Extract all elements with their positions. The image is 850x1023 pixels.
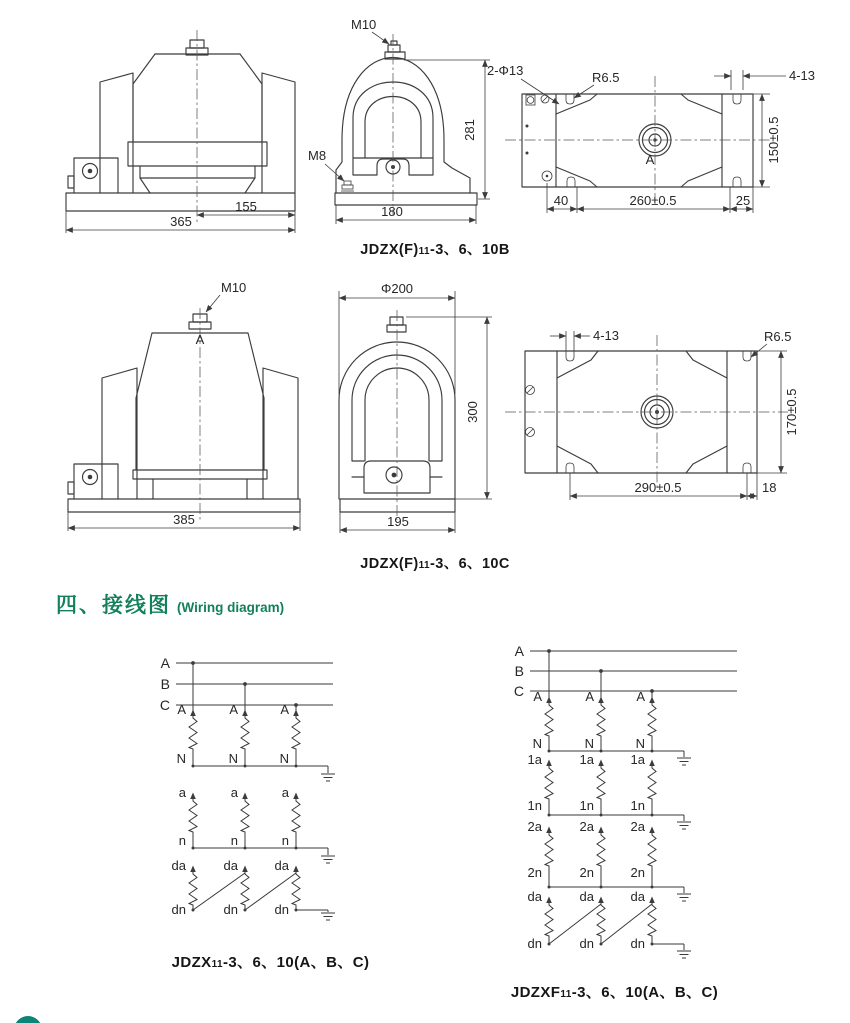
- terminal-label: 1a: [579, 752, 594, 767]
- center-mark-a-front: A: [195, 332, 205, 347]
- terminal-label: 1a: [630, 752, 645, 767]
- terminal-label: A: [229, 702, 238, 717]
- terminal-label: n: [281, 833, 289, 848]
- terminal-label: dn: [630, 936, 645, 951]
- terminal-label: A: [636, 689, 645, 704]
- terminal-label: A: [533, 689, 542, 704]
- dim-label-phi200: Φ200: [380, 281, 414, 296]
- terminal-label: da: [630, 889, 645, 904]
- terminal-label: da: [274, 858, 289, 873]
- terminal-label: N: [176, 751, 186, 766]
- terminal-label: dn: [579, 936, 594, 951]
- caption-jdzxf-sub: 11: [560, 989, 572, 1000]
- terminal-label: N: [279, 751, 289, 766]
- dim-label-150: 150±0.5: [766, 116, 781, 164]
- slots-label-c: 4-13: [593, 328, 620, 343]
- dim-label-300: 300: [465, 401, 480, 423]
- bus-label-a: A: [160, 655, 170, 671]
- terminal-label: 1a: [527, 752, 542, 767]
- fillet-label-c: R6.5: [764, 329, 792, 344]
- stud-label-m10-c: M10: [221, 280, 247, 295]
- plan-view-10c: [505, 328, 799, 500]
- terminal-label: dn: [223, 902, 238, 917]
- fillet-label: R6.5: [592, 70, 620, 85]
- terminal-label: 2a: [630, 819, 645, 834]
- terminal-label: a: [178, 785, 186, 800]
- caption-jdzxf-rest: -3、6、10(A、B、C): [571, 984, 719, 1001]
- ground-icon: [677, 758, 691, 765]
- dim-label-385: 385: [173, 512, 195, 527]
- caption-wiring-jdzxf: [502, 981, 727, 1002]
- terminal-label: 1n: [579, 798, 594, 813]
- terminal-label: A: [280, 702, 289, 717]
- terminal-label: da: [171, 858, 186, 873]
- terminal-label: A: [177, 702, 186, 717]
- terminal-label: dn: [171, 902, 186, 917]
- dim-label-25: 25: [735, 193, 751, 208]
- caption-jdzxf-model: JDZXF: [510, 984, 561, 1001]
- terminal-label: 2a: [579, 819, 594, 834]
- caption-10b-model: JDZX(F): [360, 242, 419, 258]
- dim-label-281: 281: [462, 119, 477, 141]
- terminal-label: N: [532, 736, 542, 751]
- bus-label-b: B: [514, 663, 524, 679]
- stud-label-m10: M10: [351, 17, 377, 32]
- terminal-label: 2n: [630, 865, 645, 880]
- ground-icon: [321, 913, 335, 920]
- section-heading: [56, 589, 284, 619]
- front-view-10c: [68, 280, 300, 531]
- caption-10b-rest: -3、6、10B: [430, 242, 510, 258]
- side-view-10c: [339, 281, 492, 533]
- ground-icon: [677, 894, 691, 901]
- wiring-diagram-jdzx: [160, 655, 335, 920]
- ground-icon: [677, 951, 691, 958]
- caption-10c-rest: -3、6、10C: [430, 556, 510, 572]
- terminal-label: N: [635, 736, 645, 751]
- caption-10c: [330, 552, 540, 573]
- terminal-label: 1n: [527, 798, 542, 813]
- terminal-label: 2a: [527, 819, 542, 834]
- terminal-label: n: [230, 833, 238, 848]
- terminal-label: 2n: [579, 865, 594, 880]
- caption-10b: [330, 238, 540, 259]
- caption-jdzx-model: JDZX: [171, 954, 212, 971]
- terminal-label: dn: [527, 936, 542, 951]
- terminal-label: dn: [274, 902, 289, 917]
- dim-label-365: 365: [170, 214, 192, 229]
- ground-icon: [321, 774, 335, 781]
- side-view-10b: [308, 17, 490, 224]
- terminal-label: da: [223, 858, 238, 873]
- slots-label: 4-13: [789, 68, 816, 83]
- dim-label-18: 18: [762, 480, 777, 495]
- terminal-label: da: [579, 889, 594, 904]
- terminal-label: a: [281, 785, 289, 800]
- dim-label-40: 40: [553, 193, 569, 208]
- caption-10c-sub: 11: [418, 560, 430, 571]
- caption-jdzx-rest: -3、6、10(A、B、C): [222, 954, 370, 971]
- holes-label: 2-Φ13: [487, 63, 524, 78]
- terminal-label: A: [585, 689, 594, 704]
- terminal-label: 1n: [630, 798, 645, 813]
- bus-label-c: C: [159, 697, 170, 713]
- dim-label-180: 180: [381, 204, 403, 219]
- terminal-label: N: [584, 736, 594, 751]
- wiring-diagram-jdzxf: [514, 643, 737, 958]
- terminal-label: n: [178, 833, 186, 848]
- terminal-label: da: [527, 889, 542, 904]
- ground-icon: [321, 856, 335, 863]
- plan-view-10b: [487, 63, 815, 213]
- screw-label-m8: M8: [308, 148, 327, 163]
- bus-label-b: B: [160, 676, 170, 692]
- center-mark-a: A: [645, 152, 655, 167]
- section-heading-cn: 四、接线图: [56, 594, 171, 617]
- terminal-label: N: [228, 751, 238, 766]
- dim-label-155: 155: [235, 199, 257, 214]
- dim-label-290: 290±0.5: [634, 480, 682, 495]
- bus-label-a: A: [514, 643, 524, 659]
- ground-icon: [677, 822, 691, 829]
- dim-label-170: 170±0.5: [784, 388, 799, 436]
- dim-label-260: 260±0.5: [629, 193, 677, 208]
- terminal-label: a: [230, 785, 238, 800]
- caption-10c-model: JDZX(F): [360, 556, 419, 572]
- caption-jdzx-sub: 11: [211, 959, 223, 970]
- dim-label-195: 195: [387, 514, 409, 529]
- front-view-10b: [66, 30, 295, 233]
- caption-wiring-jdzx: [168, 951, 373, 972]
- caption-10b-sub: 11: [418, 246, 430, 257]
- section-heading-en: (Wiring diagram): [177, 600, 285, 615]
- terminal-label: 2n: [527, 865, 542, 880]
- bus-label-c: C: [513, 683, 524, 699]
